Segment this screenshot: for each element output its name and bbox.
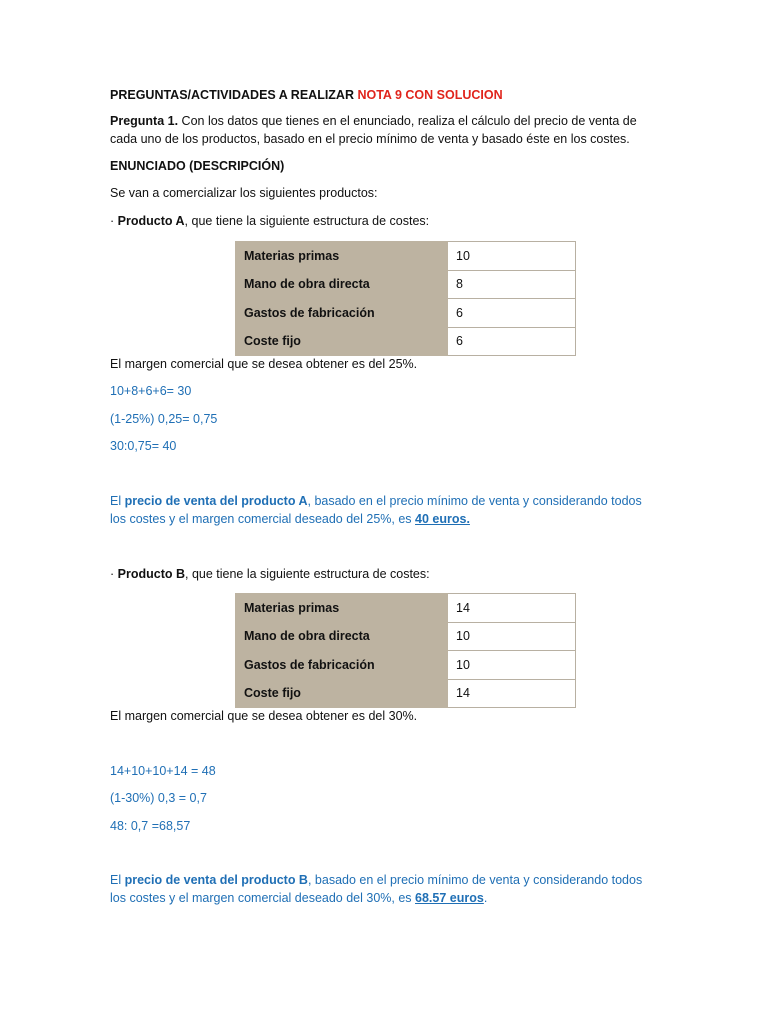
table-row [236, 270, 576, 299]
cost-value: 8 [448, 270, 576, 299]
product-a-cost-table [235, 241, 576, 356]
cost-label: Materias primas [236, 594, 448, 623]
cost-label: Materias primas [236, 242, 448, 271]
product-b-conclusion-line-1: El precio de venta del producto B, basado en el precio mínimo de venta y considerando todos [110, 873, 643, 887]
table-row [236, 242, 576, 271]
cost-value: 10 [448, 651, 576, 680]
table-row [236, 679, 576, 708]
product-b-conclusion-bold: precio de venta del producto B [124, 873, 308, 887]
cost-value: 14 [448, 679, 576, 708]
product-b-calc-2: (1-30%) 0,3 = 0,7 [110, 791, 207, 805]
table-row [236, 327, 576, 356]
product-b-result: 68.57 euros [415, 891, 484, 905]
question-line-1: Pregunta 1. Con los datos que tienes en el enunciado, realiza el cálculo del precio de venta de [110, 114, 637, 128]
product-b-margin: El margen comercial que se desea obtener es del 30%. [110, 709, 418, 723]
product-b-calc-1: 14+10+10+14 = 48 [110, 764, 216, 778]
product-a-heading: · Producto A, que tiene la siguiente estructura de costes: [110, 214, 430, 228]
title-highlight: NOTA 9 CON SOLUCION [357, 88, 503, 102]
product-a-result: 40 euros. [415, 512, 470, 526]
product-a-margin: El margen comercial que se desea obtener es del 25%. [110, 357, 418, 371]
enunciado-heading: ENUNCIADO (DESCRIPCIÓN) [110, 159, 285, 173]
table-row [236, 651, 576, 680]
table-row [236, 622, 576, 651]
question-label: Pregunta 1. [110, 114, 179, 128]
cost-value: 10 [448, 622, 576, 651]
product-a-calc-3: 30:0,75= 40 [110, 439, 177, 453]
product-b-heading: · Producto B, que tiene la siguiente estructura de costes: [110, 567, 430, 581]
product-a-name: Producto A [117, 214, 185, 228]
product-a-conclusion-line-2: los costes y el margen comercial deseado del 25%, es 40 euros. [110, 512, 470, 526]
product-b-calc-3: 48: 0,7 =68,57 [110, 819, 191, 833]
cost-value: 10 [448, 242, 576, 271]
product-a-calc-2: (1-25%) 0,25= 0,75 [110, 412, 218, 426]
cost-value: 14 [448, 594, 576, 623]
cost-label: Coste fijo [236, 679, 448, 708]
table-row [236, 299, 576, 328]
product-a-conclusion-bold: precio de venta del producto A [124, 494, 308, 508]
table-row [236, 594, 576, 623]
cost-value: 6 [448, 299, 576, 328]
product-b-name: Producto B [117, 567, 185, 581]
enunciado-intro: Se van a comercializar los siguientes productos: [110, 186, 378, 200]
page-title: PREGUNTAS/ACTIVIDADES A REALIZAR NOTA 9 CON SOLUCION [110, 88, 503, 102]
product-a-calc-1: 10+8+6+6= 30 [110, 384, 192, 398]
product-a-conclusion-line-1: El precio de venta del producto A, basado en el precio mínimo de venta y considerando todos [110, 494, 642, 508]
cost-value: 6 [448, 327, 576, 356]
cost-label: Mano de obra directa [236, 270, 448, 299]
cost-label: Gastos de fabricación [236, 651, 448, 680]
cost-label: Mano de obra directa [236, 622, 448, 651]
question-line-2: cada uno de los productos, basado en el precio mínimo de venta y basado éste en los costes. [110, 132, 630, 146]
cost-label: Gastos de fabricación [236, 299, 448, 328]
product-b-conclusion-line-2: los costes y el margen comercial deseado del 30%, es 68.57 euros. [110, 891, 488, 905]
product-b-cost-table [235, 593, 576, 708]
cost-label: Coste fijo [236, 327, 448, 356]
